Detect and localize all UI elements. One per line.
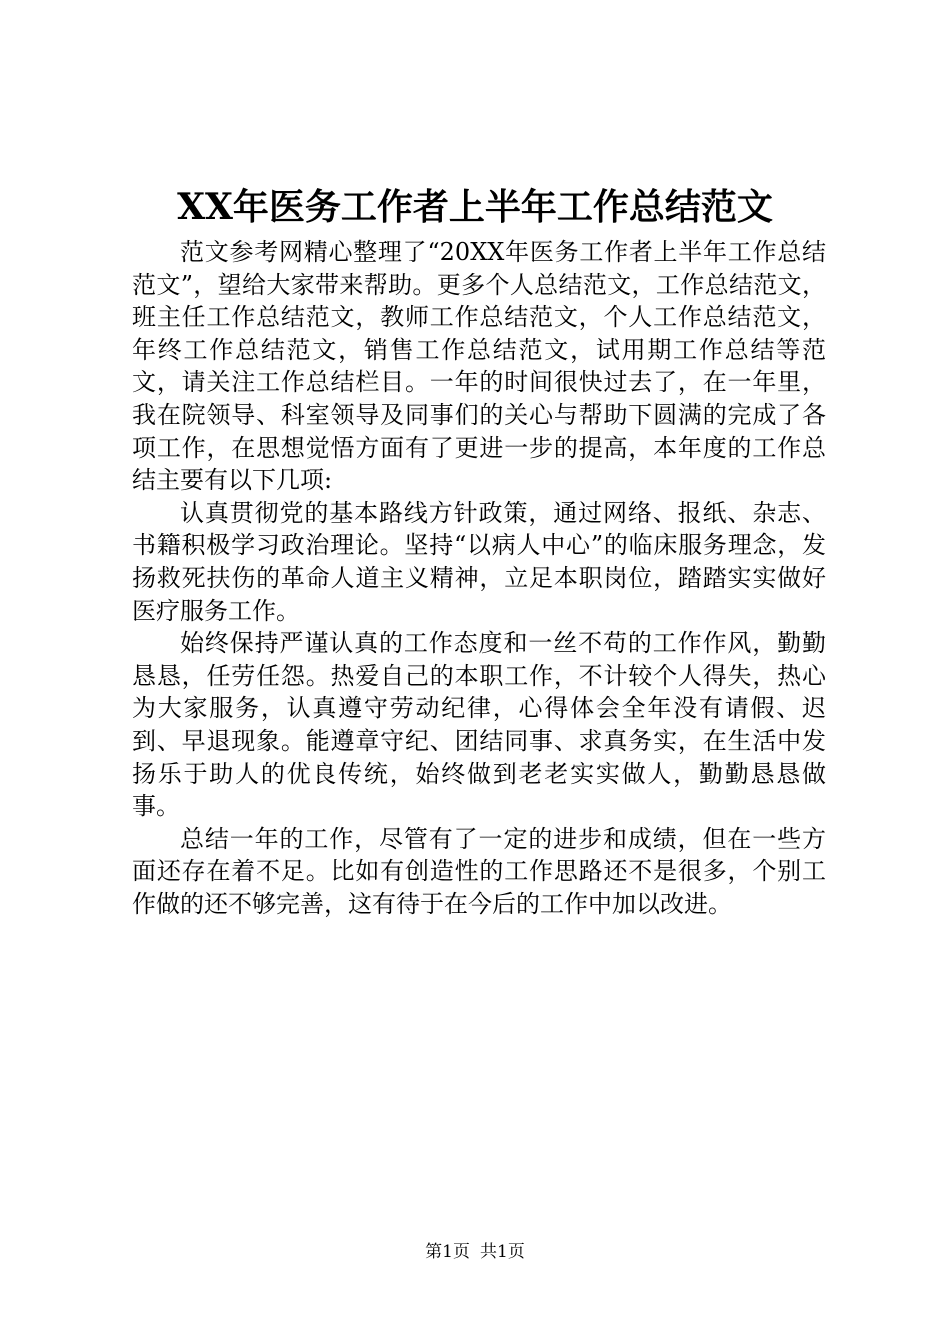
page-number-current: 第1页 [425,1242,470,1262]
page-footer [0,1240,950,1264]
document-title: XX年医务工作者上半年工作总结范文 [177,186,773,228]
paragraph-shortcomings: 总结一年的工作，尽管有了一定的进步和成绩，但在一些方面还存在着不足。比如有创造性的工作思路还不是很多，个别工作做的还不够完善，这有待于在今后的工作中加以改进。 [132,824,826,918]
page-number-total: 共1页 [480,1242,525,1262]
document-body [132,236,826,920]
paragraph-intro: 范文参考网精心整理了“20XX年医务工作者上半年工作总结范文”，望给大家带来帮助。更多个人总结范文，工作总结范文，班主任工作总结范文，教师工作总结范文，个人工作总结范文，年终工作总结范文，销售工作总结范文，试用期工作总结等范文，请关注工作总结栏目。一年的时间很快过去了，在一年里，我在院领导、科室领导及同事们的关心与帮助下圆满的完成了各项工作，在思想觉悟方面有了更进一步的提高，本年度的工作总结主要有以下几项: [132,238,826,495]
paragraph-political-study: 认真贯彻党的基本路线方针政策，通过网络、报纸、杂志、书籍积极学习政治理论。坚持“以病人中心”的临床服务理念，发扬救死扶伤的革命人道主义精神，立足本职岗位，踏踏实实做好医疗服务工作。 [132,498,826,625]
paragraph-work-attitude: 始终保持严谨认真的工作态度和一丝不苟的工作作风，勤勤恳恳，任劳任怨。热爱自己的本职工作，不计较个人得失，热心为大家服务，认真遵守劳动纪律，心得体会全年没有请假、迟到、早退现象。能遵章守纪、团结同事、求真务实，在生活中发扬乐于助人的优良传统，始终做到老老实实做人，勤勤恳恳做事。 [132,629,826,821]
